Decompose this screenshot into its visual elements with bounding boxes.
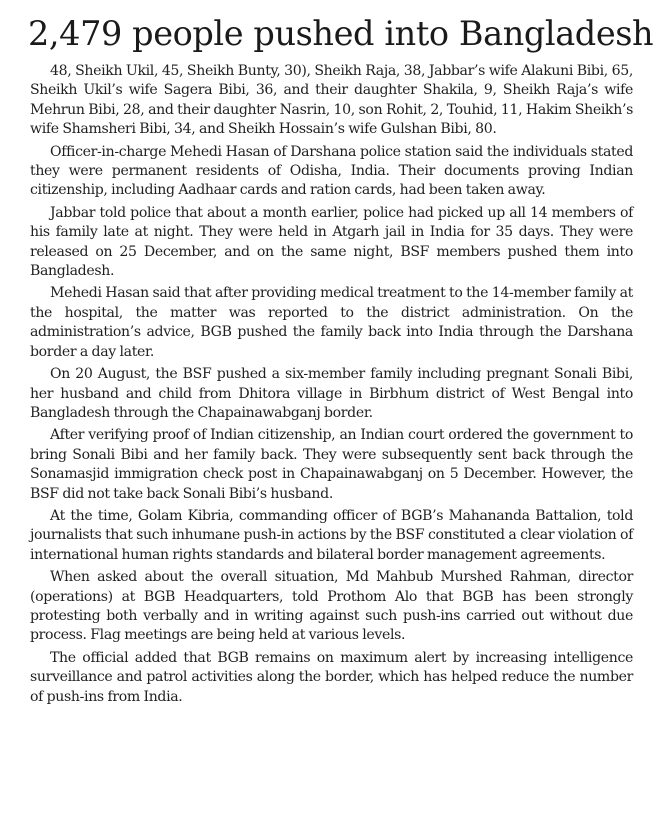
paragraph-2: Officer-in-charge Mehedi Hasan of Darshana police station said the individuals stated they were permanent residents of Odisha, India. Their documents proving Indian citizenship, including Aadhaar cards and ration cards, had been taken away. <box>30 143 633 199</box>
article-body <box>30 62 633 710</box>
paragraph-4: Mehedi Hasan said that after providing medical treatment to the 14-member family at the hospital, the matter was reported to the district administration. On the administration’s advice, BGB pushed the family back into India through the Darshana border a day later. <box>30 285 633 360</box>
paragraph-7: At the time, Golam Kibria, commanding officer of BGB’s Mahananda Battalion, told journalists that such inhumane push-in actions by the BSF constituted a clear violation of international human rights standards and bilateral border management agreements. <box>30 507 633 563</box>
paragraph-3: Jabbar told police that about a month earlier, police had picked up all 14 members of his family late at night. They were held in Atgarh jail in India for 35 days. They were released on 25 December, and on the same night, BSF members pushed them into Bangladesh. <box>30 204 633 280</box>
paragraph-8: When asked about the overall situation, Md Mahbub Murshed Rahman, director (operations) at BGB Headquarters, told Prothom Alo that BGB has been strongly protesting both verbally and in writing against such push-ins carried out without due process. Flag meetings are being held at various levels. <box>30 569 633 644</box>
paragraph-9: The official added that BGB remains on maximum alert by increasing intelligence surveillance and patrol activities along the border, which has helped reduce the number of push-ins from India. <box>30 649 633 705</box>
paragraph-6: After verifying proof of Indian citizenship, an Indian court ordered the government to bring Sonali Bibi and her family back. They were subsequently sent back through the Sonamasjid immigration check post in Chapainawabganj on 5 December. However, the BSF did not take back Sonali Bibi’s husband. <box>30 427 633 502</box>
paragraph-5: On 20 August, the BSF pushed a six-member family including pregnant Sonali Bibi, her husband and child from Dhitora village in Birbhum district of West Bengal into Bangladesh through the Chapainawabganj border. <box>30 366 633 421</box>
headline: 2,479 people pushed into Bangladesh <box>28 14 654 53</box>
paragraph-1: 48, Sheikh Ukil, 45, Sheikh Bunty, 30), Sheikh Raja, 38, Jabbar’s wife Alakuni Bibi, 65, Sheikh Ukil’s wife Sagera Bibi, 36, and their daughter Shakila, 9, Sheikh Raja’s wife Mehrun Bibi, 28, and their daughter Nasrin, 10, son Rohit, 2, Touhid, 11, Hakim Sheikh’s wife Shamsheri Bibi, 34, and Sheikh Hossain’s wife Gulshan Bibi, 80. <box>30 63 633 138</box>
